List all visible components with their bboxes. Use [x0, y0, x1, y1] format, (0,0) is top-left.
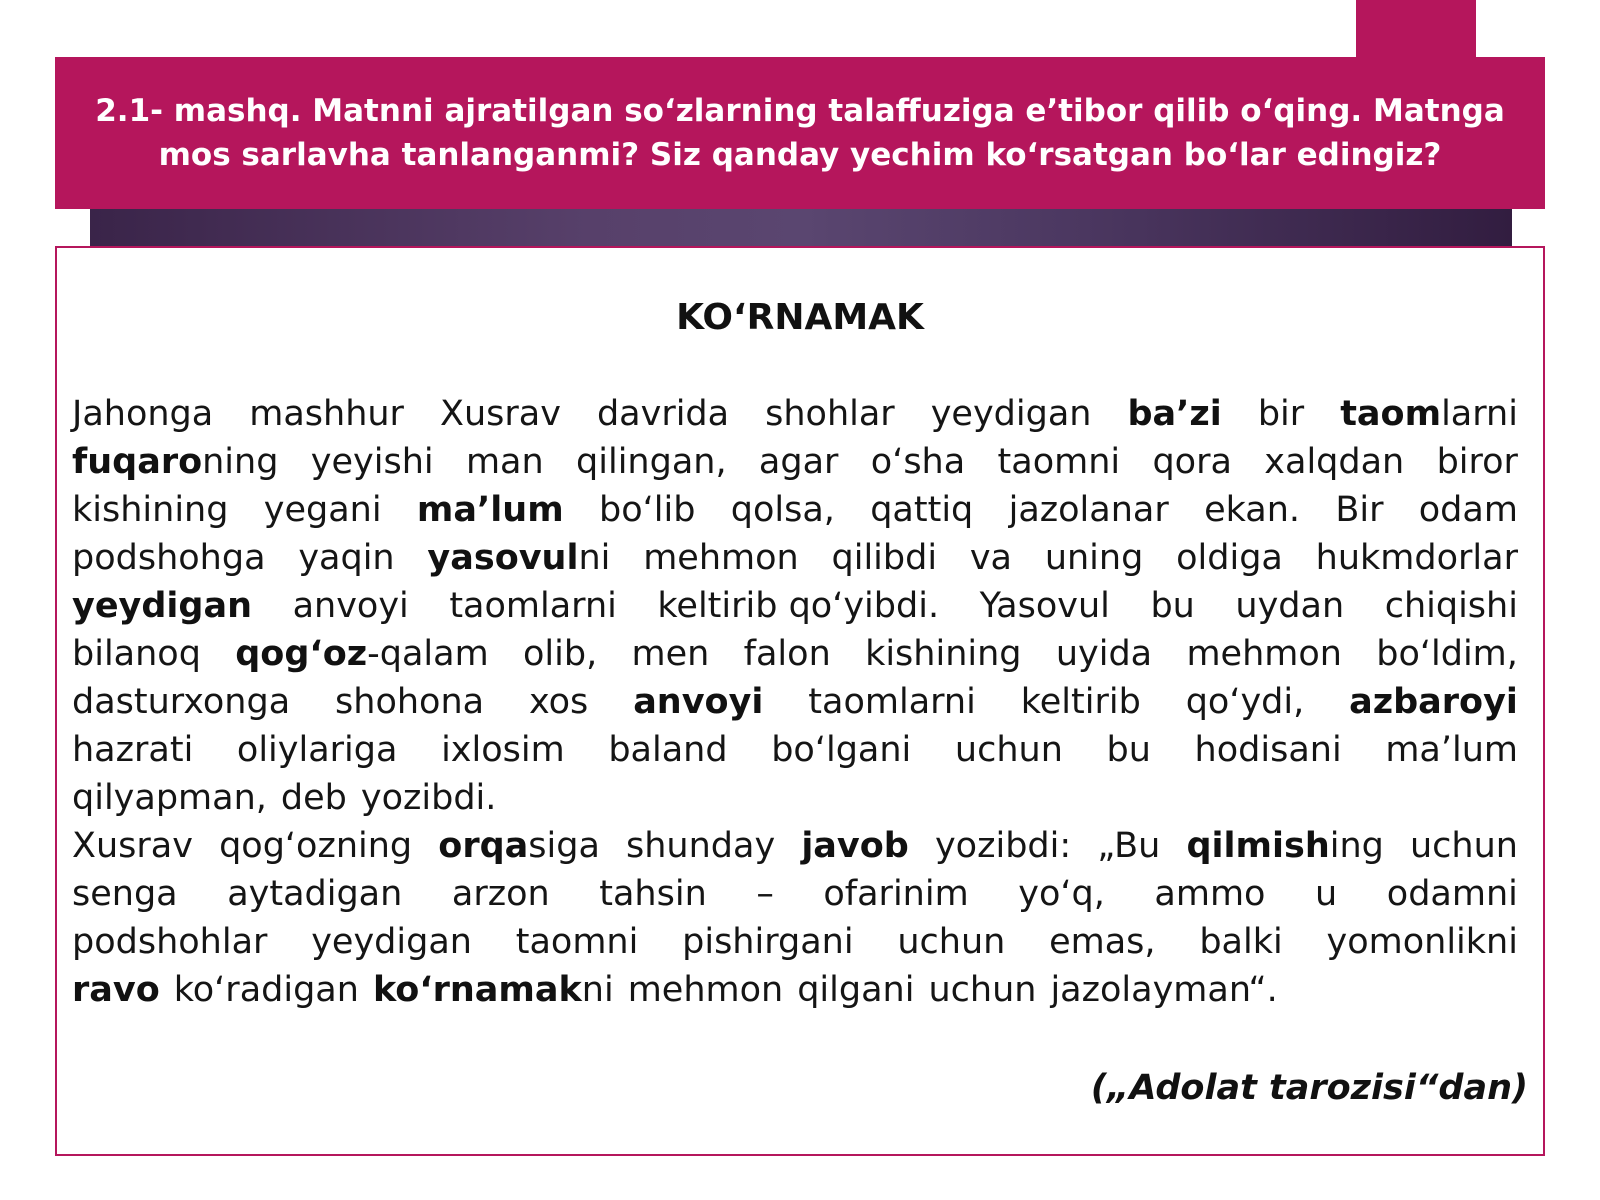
word: [1335, 486, 1383, 534]
plain-part: ni: [578, 538, 611, 578]
story-source: („Adolat tarozisi“dan): [1090, 1068, 1528, 1108]
plain-part: podshohga: [72, 538, 266, 578]
bold-part: azbaroyi: [1349, 682, 1518, 722]
plain-part: kishining: [72, 490, 229, 530]
text-line: [72, 774, 1518, 822]
plain-part: uning: [1044, 538, 1144, 578]
word: [335, 678, 484, 726]
plain-part: hazrati: [72, 730, 194, 770]
word: [643, 534, 799, 582]
text-line: [72, 630, 1518, 678]
plain-part: arzon: [451, 874, 550, 914]
word: [72, 822, 193, 870]
plain-part: yozibdi:: [934, 826, 1072, 866]
plain-part: davrida: [596, 394, 730, 434]
story-body: [72, 390, 1518, 1014]
plain-part: yeydigan: [930, 394, 1092, 434]
text-line: [72, 822, 1518, 870]
plain-part: olib,: [523, 634, 598, 674]
word: [293, 582, 409, 630]
plain-part: ekan.: [1204, 490, 1301, 530]
plain-part: deb: [280, 778, 347, 818]
word: [865, 630, 1021, 678]
word: [576, 438, 727, 486]
word: [1385, 726, 1518, 774]
plain-part: yeydigan: [311, 922, 472, 962]
plain-part: uchun: [928, 970, 1037, 1010]
plain-part: Xusrav: [439, 394, 561, 434]
plain-part: qattiq: [870, 490, 974, 530]
plain-part: Yasovul: [979, 586, 1110, 626]
plain-part: men: [631, 634, 710, 674]
word: [72, 870, 178, 918]
word: [72, 918, 267, 966]
word: [1316, 534, 1518, 582]
plain-part: tahsin: [599, 874, 707, 914]
highlighted-word: [1127, 390, 1221, 438]
highlighted-word: [801, 822, 909, 870]
word: [628, 966, 784, 1014]
word: [298, 534, 394, 582]
word: [1152, 438, 1231, 486]
word: [756, 870, 774, 918]
word: [1045, 534, 1144, 582]
text-line: [72, 870, 1518, 918]
plain-part: shohlar: [765, 394, 895, 434]
word: [870, 486, 973, 534]
bold-part: ko‘rnamak: [372, 970, 582, 1010]
word: [174, 966, 359, 1014]
plain-part: qilibdi: [831, 538, 938, 578]
word: [72, 726, 193, 774]
word: [597, 390, 729, 438]
bold-part: ma’lum: [416, 490, 564, 530]
bold-part: anvoyi: [633, 682, 764, 722]
plain-part: yeyishi: [310, 442, 434, 482]
word: [980, 582, 1110, 630]
word: [281, 774, 347, 822]
word: [897, 918, 1005, 966]
plain-part: qilgani: [797, 970, 915, 1010]
plain-part: kishining: [865, 634, 1022, 674]
plain-part: baland: [608, 730, 728, 770]
bold-part: ba’zi: [1127, 394, 1222, 434]
highlighted-word: [72, 438, 278, 486]
plain-part: senga: [72, 874, 178, 914]
word: [1264, 438, 1404, 486]
plain-part: xalqdan: [1264, 442, 1405, 482]
word: [632, 630, 710, 678]
plain-part: va: [969, 538, 1013, 578]
word: [1050, 966, 1277, 1014]
plain-part: „Bu: [1097, 826, 1161, 866]
plain-part: bo‘lgani: [771, 730, 912, 770]
word: [608, 726, 727, 774]
plain-part: o‘sha: [870, 442, 966, 482]
plain-part: shunday: [626, 826, 776, 866]
word: [72, 390, 213, 438]
plain-part: bu: [1106, 730, 1151, 770]
plain-part: ing: [1329, 826, 1384, 866]
word: [928, 966, 1036, 1014]
word: [72, 678, 290, 726]
plain-part: bo‘lib: [599, 490, 696, 530]
word: [797, 966, 914, 1014]
plain-part: qog‘ozning: [219, 826, 413, 866]
plain-part: anvoyi: [292, 586, 409, 626]
word: [249, 390, 404, 438]
highlighted-word: [72, 966, 160, 1014]
text-line: [72, 534, 1518, 582]
word: [970, 534, 1012, 582]
plain-part: siga: [528, 826, 600, 866]
word: [72, 534, 266, 582]
word: [657, 582, 939, 630]
word: [1204, 486, 1300, 534]
highlighted-word: [72, 582, 252, 630]
word: [1385, 582, 1518, 630]
story-title: KO‘RNAMAK: [676, 297, 924, 338]
word: [1419, 486, 1518, 534]
plain-part: yegani: [263, 490, 382, 530]
plain-part: yo‘q,: [1018, 874, 1105, 914]
word: [72, 774, 267, 822]
word: [449, 582, 617, 630]
plain-part: uchun: [1410, 826, 1518, 866]
tab-accent: [1356, 0, 1476, 62]
word: [452, 870, 550, 918]
word: [1018, 870, 1105, 918]
plain-part: shohona: [335, 682, 485, 722]
highlighted-word: [1186, 822, 1383, 870]
word: [516, 918, 639, 966]
plain-part: pishirgani: [682, 922, 854, 962]
plain-part: qilyapman,: [72, 778, 267, 818]
plain-part: -qalam: [367, 634, 489, 674]
plain-part: bo‘ldim,: [1376, 634, 1518, 674]
word: [1315, 870, 1337, 918]
highlighted-word: [417, 486, 564, 534]
plain-part: uchun: [954, 730, 1063, 770]
highlighted-word: [438, 822, 600, 870]
text-line: [72, 678, 1518, 726]
plain-part: oldiga: [1176, 538, 1283, 578]
word: [361, 774, 497, 822]
text-line: [72, 438, 1518, 486]
plain-part: chiqishi: [1384, 586, 1518, 626]
word: [955, 726, 1063, 774]
word: [441, 726, 565, 774]
plain-part: u: [1315, 874, 1338, 914]
plain-part: mehmon: [627, 970, 784, 1010]
word: [682, 918, 853, 966]
plain-part: taomlarni: [449, 586, 617, 626]
plain-part: qolsa,: [730, 490, 835, 530]
plain-part: man: [465, 442, 544, 482]
word: [1021, 678, 1141, 726]
plain-part: ma’lum: [1385, 730, 1518, 770]
word: [871, 438, 965, 486]
plain-part: –: [756, 874, 774, 914]
exercise-header-banner: [55, 57, 1545, 209]
plain-part: Bir: [1335, 490, 1384, 530]
bold-part: taom: [1340, 394, 1442, 434]
plain-part: hodisani: [1194, 730, 1342, 770]
plain-part: jazolanar: [1008, 490, 1169, 530]
word: [935, 822, 1071, 870]
plain-part: hukmdorlar: [1315, 538, 1518, 578]
highlighted-word: [427, 534, 610, 582]
plain-part: balki: [1199, 922, 1283, 962]
plain-part: qora: [1152, 442, 1232, 482]
text-line: [72, 390, 1518, 438]
bold-part: fuqaro: [72, 442, 203, 482]
bold-part: yasovul: [427, 538, 579, 578]
text-line: [72, 918, 1518, 966]
word: [219, 822, 412, 870]
word: [1199, 918, 1282, 966]
word: [823, 870, 968, 918]
word: [1186, 630, 1342, 678]
plain-part: yaqin: [298, 538, 395, 578]
word: [731, 486, 835, 534]
word: [626, 822, 775, 870]
word: [227, 870, 402, 918]
word: [264, 486, 382, 534]
plain-part: bir: [1257, 394, 1305, 434]
text-line: [72, 726, 1518, 774]
word: [759, 438, 839, 486]
exercise-instruction: 2.1- mashq. Matnni ajratilgan so‘zlarning talaffuziga e’tibor qilib o‘qing. Matnga mos sarlavha tanlanganmi? Siz qanday yechim ko‘rsatgan bo‘lar edingiz?: [95, 93, 1505, 173]
plain-part: dasturxonga: [72, 682, 291, 722]
text-line: [72, 582, 1518, 630]
highlighted-word: [373, 966, 614, 1014]
plain-part: qo‘ydi,: [1185, 682, 1305, 722]
text-line: [72, 966, 1518, 1014]
plain-part: ko‘radigan: [173, 970, 359, 1010]
word: [1154, 870, 1265, 918]
word: [466, 438, 544, 486]
word: [1009, 486, 1169, 534]
plain-part: aytadigan: [227, 874, 403, 914]
bold-part: yeydigan: [72, 586, 253, 626]
word: [1150, 582, 1194, 630]
word: [744, 630, 831, 678]
bold-part: javob: [801, 826, 909, 866]
plain-part: Jahonga: [72, 394, 214, 434]
plain-part: uyida: [1055, 634, 1153, 674]
plain-part: falon: [743, 634, 831, 674]
plain-part: ni: [581, 970, 614, 1010]
plain-part: keltirib: [1020, 682, 1141, 722]
word: [931, 390, 1092, 438]
plain-part: qilingan,: [576, 442, 727, 482]
plain-part: taomni: [515, 922, 639, 962]
plain-part: larni: [1441, 394, 1518, 434]
word: [1049, 918, 1155, 966]
highlighted-word: [235, 630, 488, 678]
plain-part: bilanoq: [72, 634, 201, 674]
plain-part: mehmon: [643, 538, 799, 578]
word: [1056, 630, 1152, 678]
word: [72, 486, 228, 534]
word: [1195, 726, 1342, 774]
plain-part: mashhur: [249, 394, 404, 434]
plain-part: mehmon: [1186, 634, 1342, 674]
word: [1410, 822, 1518, 870]
plain-part: ning: [202, 442, 279, 482]
word: [1437, 438, 1518, 486]
word: [599, 486, 695, 534]
plain-part: Xusrav: [72, 826, 193, 866]
plain-part: ixlosim: [441, 730, 565, 770]
plain-part: taomni: [997, 442, 1121, 482]
word: [765, 390, 895, 438]
word: [523, 630, 597, 678]
highlighted-word: [633, 678, 763, 726]
plain-part: agar: [758, 442, 839, 482]
word: [311, 918, 472, 966]
word: [311, 438, 434, 486]
bold-part: qog‘oz: [235, 634, 368, 674]
word: [832, 534, 938, 582]
highlighted-word: [1349, 678, 1518, 726]
highlighted-word: [1340, 390, 1518, 438]
word: [440, 390, 561, 438]
plain-part: keltirib qo‘yibdi.: [657, 586, 940, 626]
plain-part: jazolayman“.: [1050, 970, 1278, 1010]
plain-part: uchun: [897, 922, 1006, 962]
word: [237, 726, 398, 774]
word: [808, 678, 976, 726]
bold-part: qilmish: [1186, 826, 1330, 866]
plain-part: bu: [1150, 586, 1195, 626]
plain-part: odam: [1418, 490, 1518, 530]
plain-part: uydan: [1235, 586, 1345, 626]
word: [771, 726, 911, 774]
word: [1387, 870, 1518, 918]
header-shadow-band: [90, 209, 1512, 246]
word: [998, 438, 1121, 486]
plain-part: yozibdi.: [360, 778, 497, 818]
plain-part: odamni: [1386, 874, 1518, 914]
word: [1376, 630, 1518, 678]
word: [1097, 822, 1160, 870]
word: [72, 630, 201, 678]
text-line: [72, 486, 1518, 534]
plain-part: oliylariga: [236, 730, 398, 770]
word: [529, 678, 588, 726]
word: [1186, 678, 1305, 726]
plain-part: xos: [529, 682, 589, 722]
plain-part: ofarinim: [823, 874, 969, 914]
word: [1235, 582, 1344, 630]
word: [1176, 534, 1283, 582]
plain-part: taomlarni: [808, 682, 976, 722]
word: [1107, 726, 1151, 774]
word: [1258, 390, 1304, 438]
word: [1327, 918, 1518, 966]
plain-part: biror: [1436, 442, 1518, 482]
bold-part: ravo: [72, 970, 160, 1010]
plain-part: ammo: [1154, 874, 1266, 914]
bold-part: orqa: [438, 826, 529, 866]
word: [599, 870, 707, 918]
plain-part: podshohlar: [72, 922, 268, 962]
plain-part: yomonlikni: [1326, 922, 1518, 962]
plain-part: emas,: [1049, 922, 1156, 962]
